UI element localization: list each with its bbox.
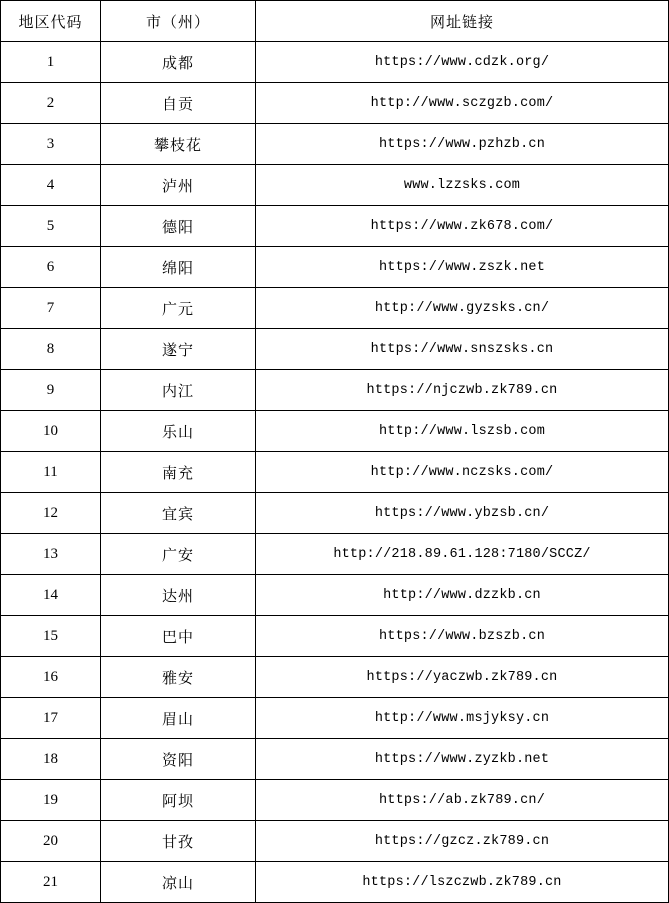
- cell-url[interactable]: http://www.sczgzb.com/: [256, 83, 669, 124]
- table-row: [1, 370, 669, 411]
- table-row: [1, 780, 669, 821]
- cell-url[interactable]: https://www.zszk.net: [256, 247, 669, 288]
- table-row: [1, 411, 669, 452]
- cell-region-code: 7: [1, 288, 101, 329]
- cell-url[interactable]: http://www.gyzsks.cn/: [256, 288, 669, 329]
- cell-city: 宜宾: [101, 493, 256, 534]
- cell-region-code: 18: [1, 739, 101, 780]
- table-row: [1, 862, 669, 903]
- cell-region-code: 3: [1, 124, 101, 165]
- cell-city: 泸州: [101, 165, 256, 206]
- cell-city: 南充: [101, 452, 256, 493]
- cell-url[interactable]: http://www.nczsks.com/: [256, 452, 669, 493]
- cell-url[interactable]: https://www.snszsks.cn: [256, 329, 669, 370]
- cell-city: 成都: [101, 42, 256, 83]
- cell-url[interactable]: https://lszczwb.zk789.cn: [256, 862, 669, 903]
- cell-city: 甘孜: [101, 821, 256, 862]
- cell-region-code: 9: [1, 370, 101, 411]
- cell-city: 绵阳: [101, 247, 256, 288]
- cell-region-code: 21: [1, 862, 101, 903]
- cell-city: 自贡: [101, 83, 256, 124]
- table-row: [1, 83, 669, 124]
- cell-region-code: 16: [1, 657, 101, 698]
- cell-region-code: 13: [1, 534, 101, 575]
- table-row: [1, 452, 669, 493]
- cell-url[interactable]: https://gzcz.zk789.cn: [256, 821, 669, 862]
- column-header-url: 网址链接: [256, 1, 669, 42]
- table-row: [1, 534, 669, 575]
- table-header-row: [1, 1, 669, 42]
- cell-region-code: 20: [1, 821, 101, 862]
- table-row: [1, 206, 669, 247]
- table-row: [1, 575, 669, 616]
- cell-region-code: 10: [1, 411, 101, 452]
- table-row: [1, 493, 669, 534]
- cell-url[interactable]: https://njczwb.zk789.cn: [256, 370, 669, 411]
- cell-url[interactable]: https://www.bzszb.cn: [256, 616, 669, 657]
- cell-url[interactable]: https://www.ybzsb.cn/: [256, 493, 669, 534]
- cell-city: 眉山: [101, 698, 256, 739]
- column-header-region-code: 地区代码: [1, 1, 101, 42]
- cell-city: 凉山: [101, 862, 256, 903]
- cell-city: 德阳: [101, 206, 256, 247]
- cell-city: 广元: [101, 288, 256, 329]
- cell-region-code: 4: [1, 165, 101, 206]
- cell-url[interactable]: http://218.89.61.128:7180/SCCZ/: [256, 534, 669, 575]
- table-header: [1, 1, 669, 42]
- table-row: [1, 821, 669, 862]
- table-row: [1, 124, 669, 165]
- cell-url[interactable]: http://www.dzzkb.cn: [256, 575, 669, 616]
- cell-region-code: 11: [1, 452, 101, 493]
- table-row: [1, 657, 669, 698]
- cell-url[interactable]: https://www.zk678.com/: [256, 206, 669, 247]
- cell-region-code: 12: [1, 493, 101, 534]
- table-row: [1, 42, 669, 83]
- cell-region-code: 19: [1, 780, 101, 821]
- cell-region-code: 17: [1, 698, 101, 739]
- cell-city: 乐山: [101, 411, 256, 452]
- cell-url[interactable]: https://www.zyzkb.net: [256, 739, 669, 780]
- cell-region-code: 14: [1, 575, 101, 616]
- table-row: [1, 329, 669, 370]
- cell-city: 广安: [101, 534, 256, 575]
- cell-url[interactable]: https://www.pzhzb.cn: [256, 124, 669, 165]
- cell-city: 资阳: [101, 739, 256, 780]
- cell-region-code: 6: [1, 247, 101, 288]
- column-header-city: 市（州）: [101, 1, 256, 42]
- cell-region-code: 15: [1, 616, 101, 657]
- cell-region-code: 2: [1, 83, 101, 124]
- cell-url[interactable]: https://ab.zk789.cn/: [256, 780, 669, 821]
- table-row: [1, 616, 669, 657]
- cell-city: 雅安: [101, 657, 256, 698]
- cell-city: 攀枝花: [101, 124, 256, 165]
- cell-url[interactable]: https://yaczwb.zk789.cn: [256, 657, 669, 698]
- cell-city: 内江: [101, 370, 256, 411]
- table-row: [1, 247, 669, 288]
- cell-city: 遂宁: [101, 329, 256, 370]
- table-row: [1, 739, 669, 780]
- cell-url[interactable]: http://www.lszsb.com: [256, 411, 669, 452]
- cell-region-code: 8: [1, 329, 101, 370]
- table-row: [1, 288, 669, 329]
- cell-url[interactable]: www.lzzsks.com: [256, 165, 669, 206]
- table-row: [1, 165, 669, 206]
- table-body: [1, 42, 669, 903]
- cell-city: 巴中: [101, 616, 256, 657]
- cell-city: 阿坝: [101, 780, 256, 821]
- cell-city: 达州: [101, 575, 256, 616]
- table-row: [1, 698, 669, 739]
- cell-url[interactable]: https://www.cdzk.org/: [256, 42, 669, 83]
- cell-region-code: 5: [1, 206, 101, 247]
- cell-region-code: 1: [1, 42, 101, 83]
- cell-url[interactable]: http://www.msjyksy.cn: [256, 698, 669, 739]
